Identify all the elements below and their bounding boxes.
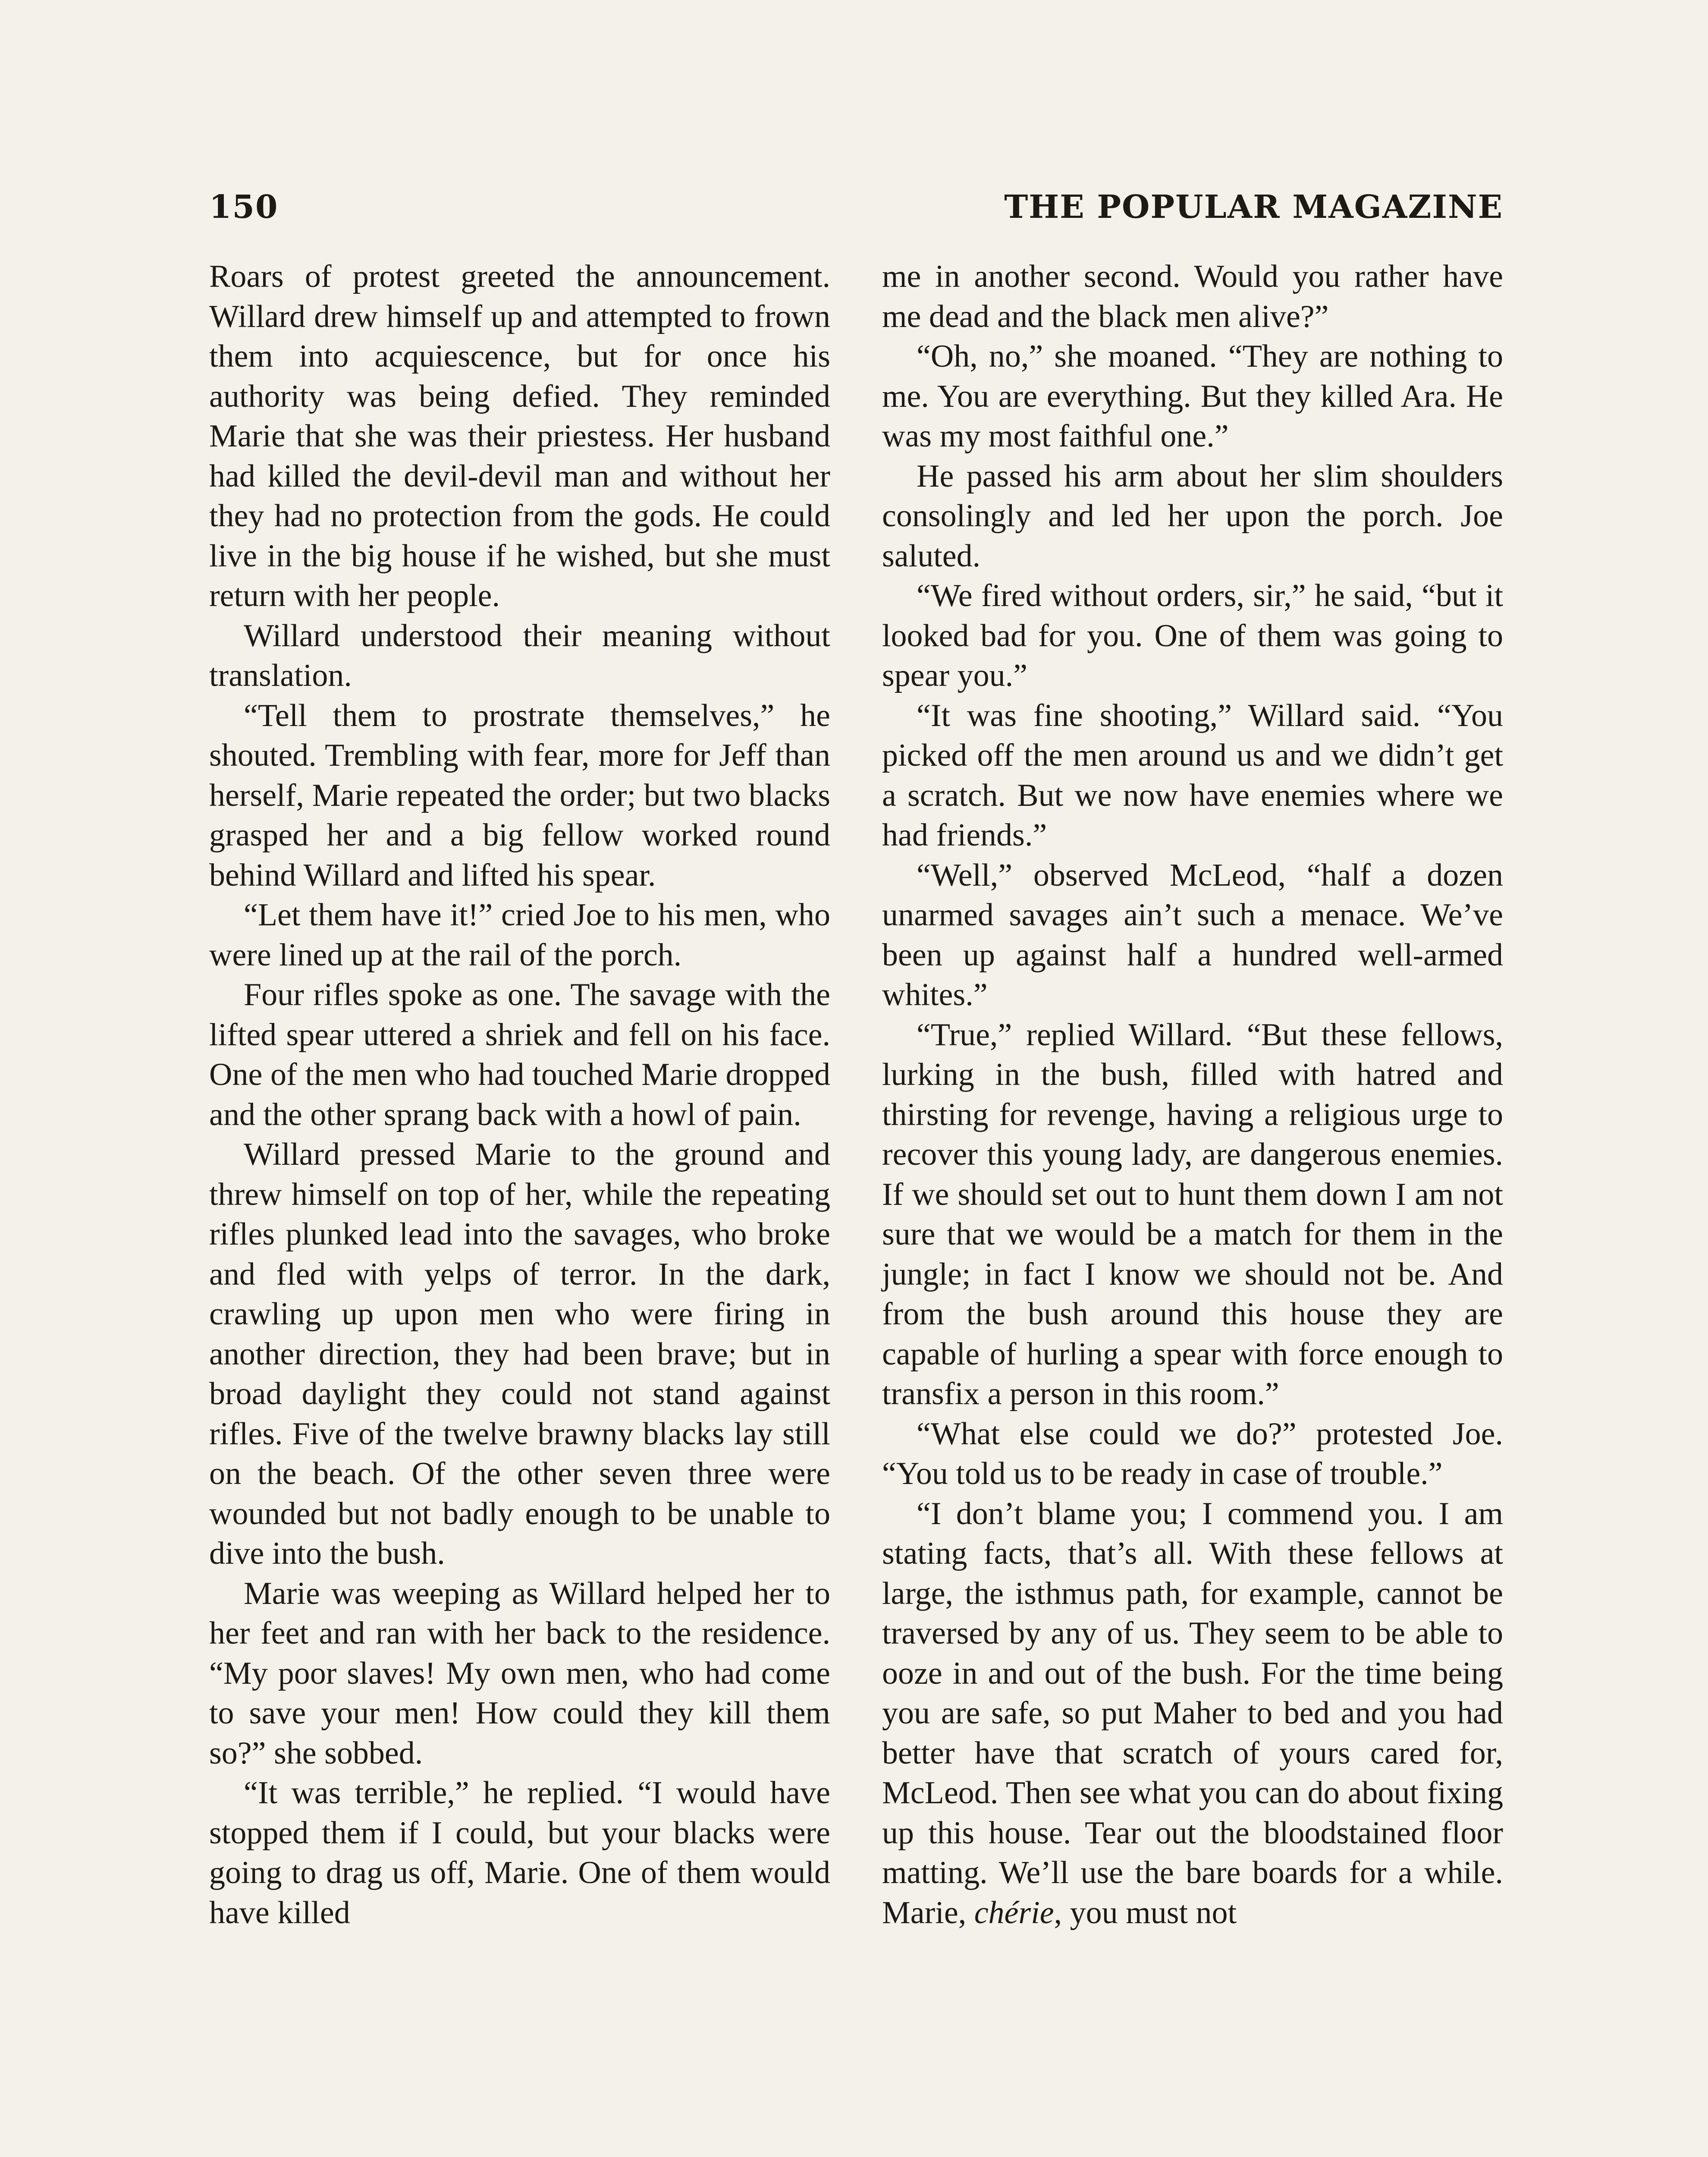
paragraph: “We fired without orders, sir,” he said, “but it looked bad for you. One of them was going to spear you.” xyxy=(882,578,1503,693)
paragraph: “Tell them to prostrate themselves,” he shouted. Trembling with fear, more for Jeff than herself, Marie repeated the order; but two blacks grasped her and a big fellow worked round behind Willard and lifted his spear. xyxy=(209,698,830,893)
paragraph: Willard understood their meaning without translation. xyxy=(209,618,830,693)
paragraph: Roars of protest greeted the announcement. Willard drew himself up and attempted to frown them into acquiescence, but for once his authority was being defied. They reminded Marie that she was their priestess. Her husband had killed the devil-devil man and without her they had no protection from the gods. He could live in the big house if he wished, but she must return with her people. xyxy=(209,259,830,613)
paragraph: Marie was weeping as Willard helped her to her feet and ran with her back to the residence. “My poor slaves! My own men, who had come to save your men! How could they kill them so?” she sobbed. xyxy=(209,1575,830,1771)
page-number: 150 xyxy=(209,189,279,226)
paragraph: “Let them have it!” cried Joe to his men, who were lined up at the rail of the porch. xyxy=(209,897,830,973)
paragraph: me in another second. Would you rather have me dead and the black men alive?” xyxy=(882,259,1503,334)
running-title: THE POPULAR MAGAZINE xyxy=(1004,189,1503,226)
paragraph: Four rifles spoke as one. The savage with the lifted spear uttered a shriek and fell on his face. One of the men who had touched Marie dropped and the other sprang back with a howl of pain. xyxy=(209,977,830,1132)
page-header xyxy=(209,181,1503,233)
paragraph: “I don’t blame you; I commend you. I am stating facts, that’s all. With these fellows at large, the isthmus path, for example, cannot be traversed by any of us. They seem to be able to ooze in and out of the bush. For the time being you are safe, so put Maher to bed and you had better have that scratch of yours cared for, McLeod. Then see what you can do about fixing up this house. Tear out the bloodstained floor matting. We’ll use the bare boards for a while. Marie, chérie, you must not xyxy=(882,1496,1503,1931)
paragraph: “It was terrible,” he replied. “I would have stopped them if I could, but your blacks were going to drag us off, Marie. One of them would have killed xyxy=(209,1775,830,1931)
paragraph: “Oh, no,” she moaned. “They are nothing to me. You are everything. But they killed Ara. He was my most faithful one.” xyxy=(882,339,1503,454)
italic-word: chérie xyxy=(974,1895,1054,1931)
paragraph: Willard pressed Marie to the ground and threw himself on top of her, while the repeating rifles plunked lead into the savages, who broke and fled with yelps of terror. In the dark, crawling up upon men who were firing in another direction, they had been brave; but in broad daylight they could not stand against rifles. Five of the twelve brawny blacks lay still on the beach. Of the other seven three were wounded but not badly enough to be unable to dive into the bush. xyxy=(209,1137,830,1571)
text-columns xyxy=(209,257,1503,2157)
left-column xyxy=(209,257,830,2157)
paragraph: “Well,” observed McLeod, “half a dozen unarmed savages ain’t such a menace. We’ve been up against half a hundred well-armed whites.” xyxy=(882,857,1503,1012)
paragraph: “What else could we do?” protested Joe. “You told us to be ready in case of trouble.” xyxy=(882,1416,1503,1491)
paragraph: “True,” replied Willard. “But these fellows, lurking in the bush, filled with hatred and thirsting for revenge, having a religious urge to recover this young lady, are dangerous enemies. If we should set out to hunt them down I am not sure that we would be a match for them in the jungle; in fact I know we should not be. And from the bush around this house they are capable of hurling a spear with force enough to transfix a person in this room.” xyxy=(882,1017,1503,1412)
right-column xyxy=(882,257,1503,2157)
paragraph: He passed his arm about her slim shoulders consolingly and led her upon the porch. Joe saluted. xyxy=(882,458,1503,574)
paragraph: “It was fine shooting,” Willard said. “You picked off the men around us and we didn’t get a scratch. But we now have enemies where we had friends.” xyxy=(882,698,1503,853)
